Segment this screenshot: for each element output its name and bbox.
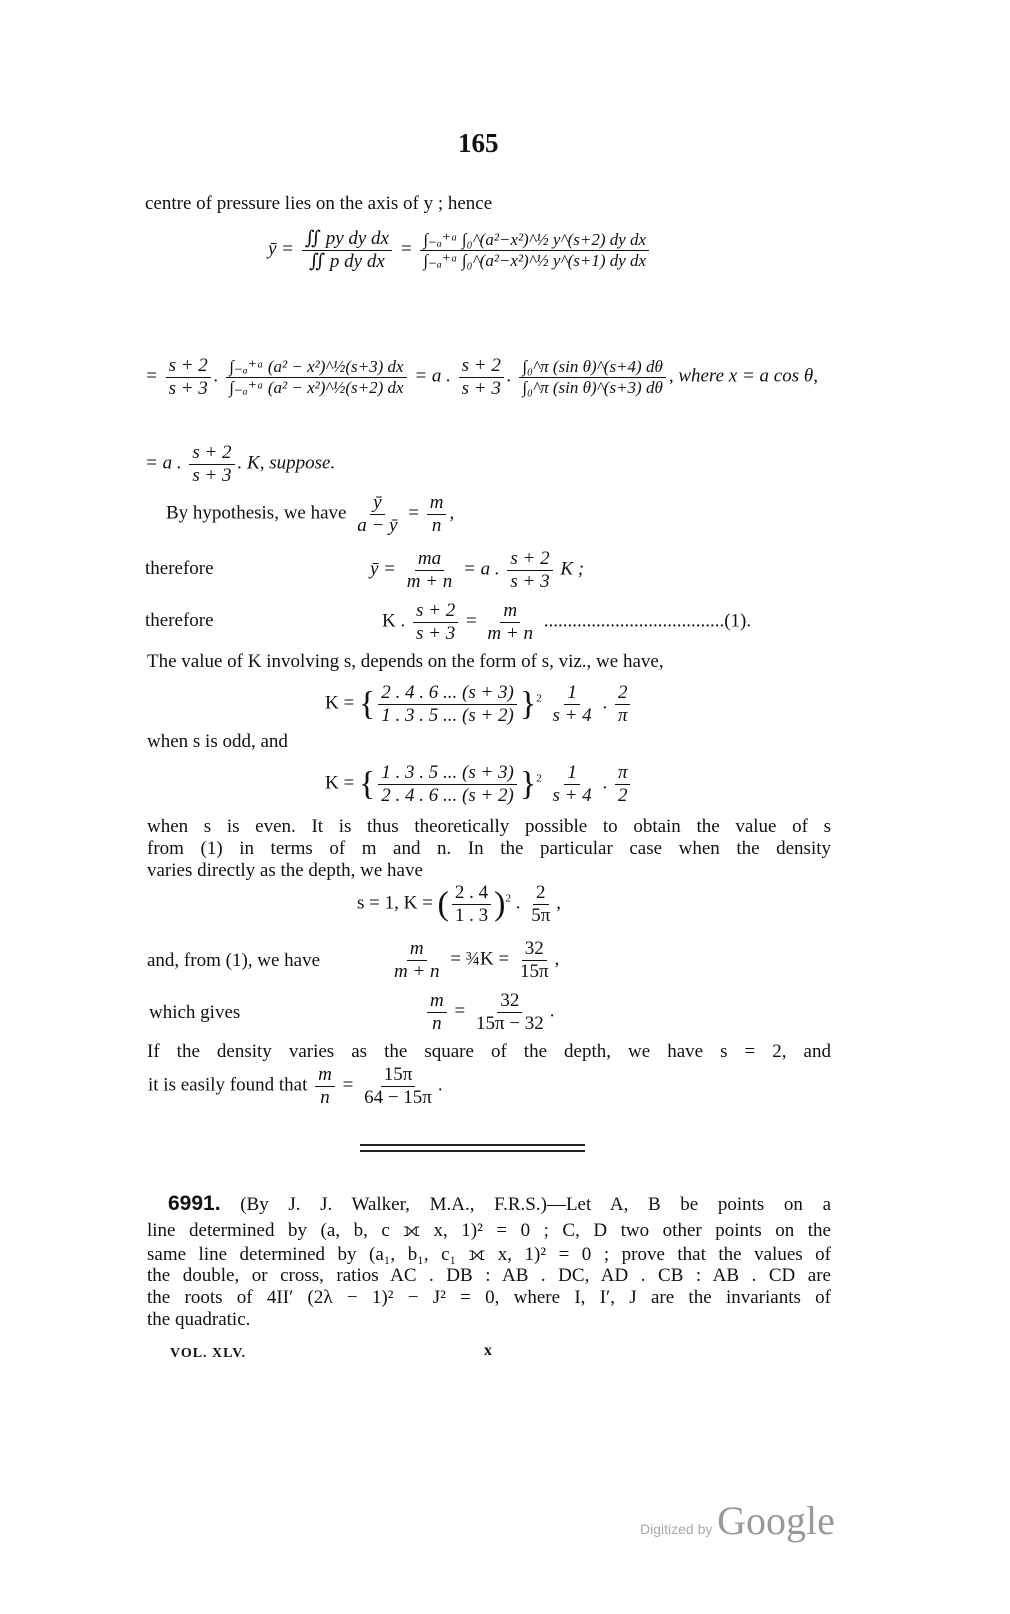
denominator: 64 − 15π — [364, 1086, 432, 1108]
numerator: s + 2 — [189, 442, 234, 465]
denominator: π — [617, 704, 628, 726]
exponent: 2 — [536, 692, 542, 705]
numerator: 1 . 3 . 5 ... (s + 3) — [378, 762, 517, 785]
question-text: (By J. J. Walker, M.A., F.R.S.)—Let A, B be points on a — [240, 1194, 831, 1215]
odd-line: when s is odd, and — [147, 731, 288, 752]
numerator: 2 — [615, 682, 631, 705]
numerator: s + 2 — [507, 548, 552, 571]
numerator: ∫₋ₐ⁺ᵃ (a² − x²)^½(s+3) dx — [226, 357, 406, 378]
eq-lhs: K . — [382, 610, 406, 632]
numerator: ∬ py dy dx — [302, 228, 392, 251]
numerator: s + 2 — [459, 355, 504, 378]
section-divider — [360, 1150, 585, 1152]
denominator: ∫₋ₐ⁺ᵃ (a² − x²)^½(s+2) dx — [229, 377, 404, 397]
dot: . — [515, 892, 521, 914]
denominator: 1 . 3 — [454, 904, 489, 926]
k-even-equation: K = { $\frac{1 . 3 . 5 ... (s + 3)}{2 . 4 . 6 ... (s + 2)}$ }$^2$ $\frac{1}{s + 4}$ . $\frac{\pi}{2}$ — [325, 762, 633, 807]
gives-label: which gives — [149, 1002, 241, 1023]
s-equals-1-equation: s = 1, K = ( $\frac{2 . 4}{1 . 3}$ )$^2$ . $\frac{2}{5\pi}$ , — [357, 882, 562, 926]
eq-tail: . K, suppose. — [237, 452, 336, 474]
denominator: ∬ p dy dx — [308, 250, 385, 272]
period: . — [437, 1074, 443, 1096]
therefore-label-2: therefore — [145, 610, 214, 631]
square-line: If the density varies as the square of the depth, we have s = 2, and — [147, 1041, 831, 1062]
numerator: m — [427, 990, 447, 1013]
exponent: 2 — [505, 892, 511, 905]
equals: = — [342, 1074, 354, 1096]
eq-lead: = a . — [145, 452, 182, 474]
equation-centroid — [268, 228, 652, 273]
question-line — [168, 1192, 831, 1216]
numerator: ȳ — [370, 492, 384, 515]
numerator: m — [427, 492, 447, 515]
numerator: m — [407, 938, 427, 961]
google-logo: Google — [717, 1498, 835, 1543]
denominator: m + n — [394, 960, 440, 982]
question-number: 6991. — [168, 1192, 221, 1215]
page-number: 165 — [458, 128, 499, 158]
denominator: m + n — [487, 622, 533, 644]
denominator: ∫₋ₐ⁺ᵃ ∫₀^(a²−x²)^½ y^(s+1) dy dx — [423, 250, 647, 270]
exponent: 2 — [536, 772, 542, 785]
dot: . — [602, 772, 608, 794]
signature-mark: x — [484, 1342, 492, 1359]
denominator: a − ȳ — [357, 514, 398, 536]
comma: , — [556, 892, 562, 914]
intro-line: centre of pressure lies on the axis of y ; hence — [145, 193, 493, 214]
question-line: same line determined by (a₁, b₁, c₁ ⟗ x, 1)² = 0 ; prove that the values of — [147, 1244, 831, 1265]
question-line: the quadratic. — [147, 1309, 251, 1330]
denominator: 2 . 4 . 6 ... (s + 2) — [381, 784, 514, 806]
watermark-prefix: Digitized by — [640, 1521, 713, 1537]
numerator: s + 2 — [413, 600, 458, 623]
therefore-equation-1 — [370, 548, 584, 593]
volume-label: VOL. XLV. — [170, 1346, 247, 1361]
denominator: s + 3 — [510, 570, 550, 592]
denominator: n — [432, 1012, 442, 1034]
question-line: the double, or cross, ratios AC . DB : AB . DC, AD . CB : AB . CD are — [147, 1265, 831, 1286]
comma: , — [554, 948, 560, 970]
numerator: 1 — [564, 762, 580, 785]
from1-equation — [388, 938, 559, 983]
dot: . — [602, 692, 608, 714]
easily-line — [148, 1064, 443, 1109]
denominator: 15π — [519, 960, 549, 982]
denominator: ∫₀^π (sin θ)^(s+3) dθ — [522, 377, 663, 397]
numerator: 2 — [533, 882, 549, 905]
numerator: m — [500, 600, 520, 623]
numerator: 15π — [381, 1064, 416, 1087]
hypothesis-line — [166, 492, 454, 537]
equation-reduction: = $\frac{s + 2}{s + 3}$ . $\frac{\text{∫₋ₐ⁺ᵃ (a² − x²)\textasciicircum{}½(s+3) dx}}{\text{∫₋ₐ⁺ᵃ (a² − x²)\textasciicircum{}½(s+2) dx}}$ = a . $\frac{s + 2}{s + 3}$ . $\frac{\text{∫₀\textasciicircum{}π (sin θ)\textasciicircum{}(s+4) dθ}}{\text{∫₀\textasciicircum{}π (sin θ)\textasciicircum{}(s+3) dθ}}$ , where x = a cos θ, — [145, 355, 818, 399]
k-odd-equation: K = { $\frac{2 . 4 . 6 ... (s + 3)}{1 . 3 . 5 ... (s + 2)}$ }$^2$ $\frac{1}{s + 4}$ . $\frac{2}{\pi}$ — [325, 682, 633, 727]
numerator: s + 2 — [166, 355, 211, 378]
numerator: ∫₀^π (sin θ)^(s+4) dθ — [519, 357, 665, 378]
from1-label: and, from (1), we have — [147, 950, 321, 971]
eq-lhs: ȳ = — [370, 558, 397, 580]
denominator: n — [431, 514, 442, 536]
label: it is easily found that — [148, 1074, 308, 1096]
therefore-label-1: therefore — [145, 558, 214, 579]
numerator: ∫₋ₐ⁺ᵃ ∫₀^(a²−x²)^½ y^(s+2) dy dx — [420, 230, 649, 251]
equals: = — [145, 365, 158, 387]
equation-number-1: ......................................(1). — [543, 610, 752, 632]
denominator: 15π − 32 — [475, 1012, 544, 1034]
section-divider — [360, 1144, 585, 1146]
equals: = — [465, 610, 477, 632]
value-line: The value of K involving s, depends on the form of s, viz., we have, — [147, 651, 664, 672]
denominator: s + 4 — [552, 704, 592, 726]
numerator: 1 — [564, 682, 580, 705]
eq-lhs: K = — [325, 772, 355, 794]
digitized-watermark — [640, 1497, 835, 1544]
eq-lhs: K = — [325, 692, 355, 714]
equation-k-suppose — [145, 442, 335, 487]
denominator: s + 3 — [461, 377, 501, 399]
equals-a: = a . — [414, 365, 451, 387]
period: . — [549, 1000, 555, 1022]
paragraph-line: when s is even. It is thus theoretically possible to obtain the value of s — [147, 816, 831, 837]
label: By hypothesis, we have — [166, 502, 347, 524]
denominator: 1 . 3 . 5 ... (s + 2) — [381, 704, 514, 726]
therefore-equation-2 — [382, 600, 751, 645]
denominator: s + 3 — [168, 377, 208, 399]
denominator: s + 3 — [192, 464, 232, 486]
denominator: s + 3 — [415, 622, 456, 644]
equals: = — [408, 502, 419, 524]
denominator: s + 4 — [552, 784, 592, 806]
eq-mid: = ¾K = — [450, 948, 510, 970]
paragraph-line: varies directly as the depth, we have — [147, 860, 423, 881]
eq-tail: K ; — [560, 558, 585, 580]
eq-mid: = a . — [463, 558, 500, 580]
eq-lhs: s = 1, K = — [357, 892, 433, 914]
numerator: π — [615, 762, 631, 785]
question-line: the roots of 4II′ (2λ − 1)² − J² = 0, where I, I′, J are the invariants of — [147, 1287, 831, 1308]
equals: = — [399, 238, 413, 260]
question-line: line determined by (a, b, c ⟗ x, 1)² = 0 ; C, D two other points on the — [147, 1220, 831, 1241]
denominator: m + n — [406, 570, 453, 592]
numerator: ma — [415, 548, 444, 571]
numerator: m — [315, 1064, 335, 1087]
numerator: 32 — [522, 938, 547, 961]
equals: = — [454, 1000, 466, 1022]
where-clause: , where x = a cos θ, — [668, 365, 818, 387]
numerator: 2 . 4 — [452, 882, 491, 905]
denominator: n — [320, 1086, 330, 1108]
paragraph-line: from (1) in terms of m and n. In the particular case when the density — [147, 838, 831, 859]
numerator: 32 — [497, 990, 522, 1013]
gives-equation — [424, 990, 555, 1035]
numerator: 2 . 4 . 6 ... (s + 3) — [378, 682, 517, 705]
eq-lhs: ȳ = — [268, 238, 295, 260]
denominator: 2 — [617, 784, 628, 806]
denominator: 5π — [531, 904, 551, 926]
comma: , — [449, 502, 455, 524]
